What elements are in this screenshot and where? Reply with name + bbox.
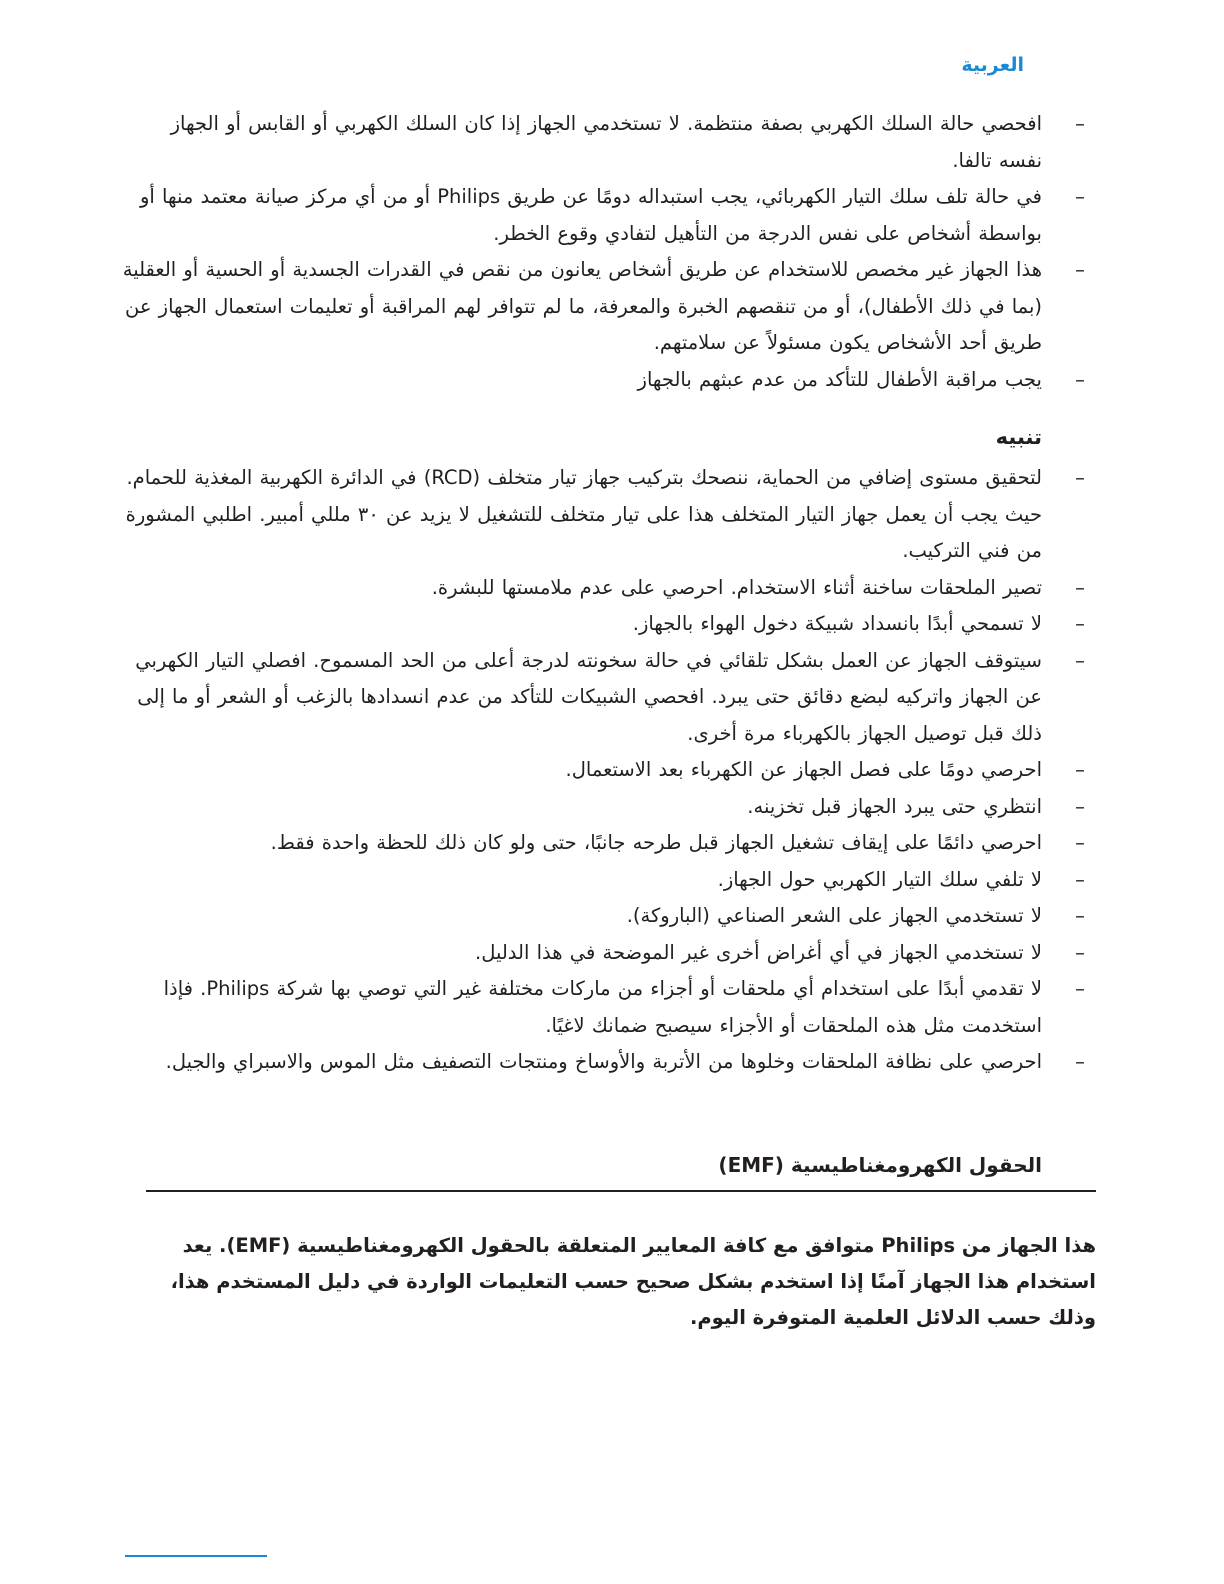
- dash-bullet-icon: –: [1075, 648, 1085, 672]
- section-divider: [146, 1190, 1096, 1192]
- dash-bullet-icon: –: [1075, 867, 1085, 891]
- dash-bullet-icon: –: [1075, 904, 1085, 927]
- list-item-text: احرصي دومًا على فصل الجهاز عن الكهرباء بعد الاستعمال.: [565, 758, 1042, 781]
- list-item: [122, 179, 1085, 252]
- safety-list: [122, 106, 1085, 398]
- list-item-text: يجب مراقبة الأطفال للتأكد من عدم عبثهم بالجهاز: [637, 367, 1042, 391]
- dash-bullet-icon: –: [1075, 112, 1085, 135]
- dash-bullet-icon: –: [1075, 185, 1085, 208]
- list-item-text: لتحقيق مستوى إضافي من الحماية، ننصحك بتركيب جهاز تيار متخلف (RCD) في الدائرة الكهربية المغذية للحمام. حيث يجب أن يعمل جهاز التيار المتخلف هذا على تيار متخلف للتشغيل لا يزيد عن ٣٠ مللي أمبير. اطلبي المشورة من فني التركيب.: [125, 466, 1042, 562]
- caution-heading: تنبيه: [995, 425, 1042, 449]
- dash-bullet-icon: –: [1075, 940, 1085, 964]
- list-item-text: لا تستخدمي الجهاز على الشعر الصناعي (الباروكة).: [626, 904, 1042, 927]
- list-item-text: في حالة تلف سلك التيار الكهربائي، يجب استبداله دومًا عن طريق Philips أو من أي مركز صيانة معتمد منها أو بواسطة أشخاص على نفس الدرجة من التأهيل لتفادي وقوع الخطر.: [140, 185, 1042, 245]
- dash-bullet-icon: –: [1075, 466, 1085, 489]
- list-item: [122, 862, 1085, 899]
- list-item-text: لا تستخدمي الجهاز في أي أغراض أخرى غير الموضحة في هذا الدليل.: [475, 940, 1042, 964]
- list-item: [122, 362, 1085, 399]
- list-item-text: انتظري حتى يبرد الجهاز قبل تخزينه.: [747, 794, 1042, 818]
- list-item: [122, 752, 1085, 789]
- footer-accent-line: [125, 1555, 267, 1557]
- list-item: [122, 1044, 1085, 1081]
- dash-bullet-icon: –: [1075, 612, 1085, 635]
- list-item: [122, 460, 1085, 570]
- list-item: [122, 789, 1085, 826]
- list-item: [122, 935, 1085, 972]
- emf-heading: الحقول الكهرومغناطيسية (EMF): [718, 1153, 1042, 1177]
- list-item: [122, 252, 1085, 362]
- list-item-text: لا تسمحي أبدًا بانسداد شبيكة دخول الهواء بالجهاز.: [632, 612, 1042, 635]
- caution-section: [122, 460, 1085, 1081]
- list-item: [122, 971, 1085, 1044]
- list-item: [122, 570, 1085, 607]
- dash-bullet-icon: –: [1075, 575, 1085, 599]
- list-item: [122, 106, 1085, 179]
- list-item: [122, 606, 1085, 643]
- list-item-text: سيتوقف الجهاز عن العمل بشكل تلقائي في حالة سخونته لدرجة أعلى من الحد المسموح. افصلي التيار الكهربي عن الجهاز واتركيه لبضع دقائق حتى يبرد. افحصي الشبيكات للتأكد من عدم انسدادها بالزغب أو الشعر أو ما إلى ذلك قبل توصيل الجهاز بالكهرباء مرة أخرى.: [135, 648, 1042, 745]
- dash-bullet-icon: –: [1075, 831, 1085, 854]
- language-label: العربية: [961, 54, 1024, 76]
- list-item: [122, 825, 1085, 862]
- dash-bullet-icon: –: [1075, 758, 1085, 781]
- dash-bullet-icon: –: [1075, 367, 1085, 391]
- list-item-text: تصير الملحقات ساخنة أثناء الاستخدام. احرصي على عدم ملامستها للبشرة.: [431, 575, 1042, 599]
- list-item-text: هذا الجهاز غير مخصص للاستخدام عن طريق أشخاص يعانون من نقص في القدرات الجسدية أو الحسية أو العقلية (بما في ذلك الأطفال)، أو من تنقصهم الخبرة والمعرفة، ما لم تتوافر لهم المراقبة أو تعليمات استعمال الجهاز عن طريق أحد الأشخاص يكون مسئولاً عن سلامتهم.: [122, 258, 1042, 354]
- dash-bullet-icon: –: [1075, 1050, 1085, 1073]
- emf-paragraph: هذا الجهاز من Philips متوافق مع كافة المعايير المتعلقة بالحقول الكهرومغناطيسية (EMF). يعد استخدام هذا الجهاز آمنًا إذا استخدم بشكل صحيح حسب التعليمات الواردة في دليل المستخدم هذا، وذلك حسب الدلائل العلمية المتوفرة اليوم.: [170, 1234, 1096, 1329]
- list-item-text: احرصي على نظافة الملحقات وخلوها من الأتربة والأوساخ ومنتجات التصفيف مثل الموس والاسبراي والجيل.: [165, 1050, 1042, 1073]
- list-item-text: احرصي دائمًا على إيقاف تشغيل الجهاز قبل طرحه جانبًا، حتى ولو كان ذلك للحظة واحدة فقط.: [270, 831, 1042, 854]
- dash-bullet-icon: –: [1075, 258, 1085, 281]
- dash-bullet-icon: –: [1075, 794, 1085, 818]
- list-item-text: افحصي حالة السلك الكهربي بصفة منتظمة. لا تستخدمي الجهاز إذا كان السلك الكهربي أو القابس أو الجهاز نفسه تالفا.: [170, 112, 1042, 172]
- list-item: [122, 643, 1085, 753]
- list-item-text: لا تلفي سلك التيار الكهربي حول الجهاز.: [717, 867, 1042, 891]
- list-item-text: لا تقدمي أبدًا على استخدام أي ملحقات أو أجزاء من ماركات مختلفة غير التي توصي بها شركة Philips. فإذا استخدمت مثل هذه الملحقات أو الأجزاء سيصبح ضمانك لاغيًا.: [163, 977, 1042, 1037]
- caution-list: [122, 460, 1085, 1081]
- list-item: [122, 898, 1085, 935]
- dash-bullet-icon: –: [1075, 977, 1085, 1000]
- safety-section: [122, 106, 1085, 398]
